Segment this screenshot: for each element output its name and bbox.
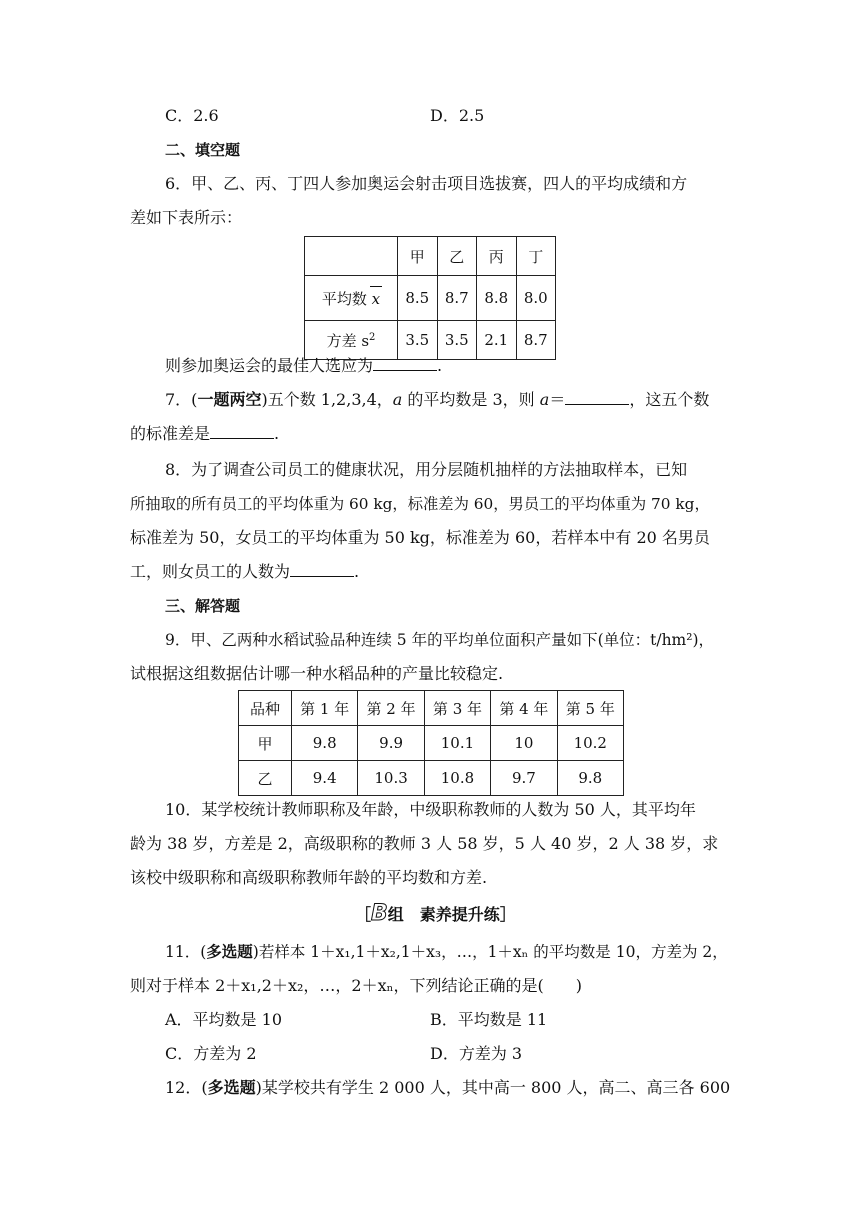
q10-line3: 该校中级职称和高级职称教师年龄的平均数和方差. — [130, 868, 488, 887]
period: . — [274, 424, 280, 443]
table-cell: 9.8 — [292, 726, 358, 761]
table-cell: 10.8 — [424, 761, 490, 796]
q9-line2: 试根据这组数据估计哪一种水稻品种的产量比较稳定. — [130, 664, 504, 683]
table-cell: 9.4 — [292, 761, 358, 796]
table-cell — [305, 237, 398, 276]
bracket-close: ］ — [499, 905, 516, 924]
table-cell: 第 4 年 — [491, 691, 557, 726]
table-cell: 8.7 — [516, 321, 556, 360]
table-cell: 丁 — [516, 237, 556, 276]
table-cell: 9.9 — [358, 726, 424, 761]
q12-text: )某学校共有学生 2 000 人，其中高一 800 人，高二、高三各 600 — [255, 1078, 731, 1097]
q11-line1 — [165, 942, 728, 962]
table-row — [305, 237, 556, 276]
table-cell: 8.8 — [477, 276, 517, 321]
option-d: D．2.5 — [430, 106, 485, 125]
q11-number: 11．( — [165, 943, 207, 961]
option-c: C．2.6 — [165, 106, 219, 125]
table-cell: 10.1 — [424, 726, 490, 761]
answer-blank — [210, 424, 274, 439]
q10-line1: 10．某学校统计教师职称及年龄，中级职称教师的人数为 50 人，其平均年 — [165, 800, 696, 819]
section-fill-blank-heading: 二、填空题 — [165, 141, 241, 159]
var-a: a — [539, 390, 550, 409]
q6-table — [304, 236, 556, 360]
q9-table — [238, 690, 624, 796]
q11-tag: 多选题 — [206, 943, 253, 961]
answer-blank — [373, 356, 437, 371]
table-cell: 丙 — [477, 237, 517, 276]
q6-line2: 差如下表所示： — [130, 208, 243, 227]
table-cell: 第 1 年 — [292, 691, 358, 726]
table-cell: 8.0 — [516, 276, 556, 321]
table-cell: 甲 — [239, 726, 292, 761]
table-cell: 10.3 — [358, 761, 424, 796]
q11-line2: 则对于样本 2＋x₁,2＋x₂，…，2＋xₙ，下列结论正确的是( ) — [130, 976, 583, 995]
q12-line1 — [165, 1078, 730, 1098]
q6-answer-line — [165, 356, 442, 376]
answer-blank — [565, 390, 629, 405]
q6-after-text: 则参加奥运会的最佳人选应为 — [165, 356, 374, 375]
table-cell: 乙 — [239, 761, 292, 796]
table-cell: 第 2 年 — [358, 691, 424, 726]
section-answer-heading: 三、解答题 — [165, 597, 241, 615]
mean-symbol: x — [371, 289, 381, 308]
table-cell: 3.5 — [398, 321, 438, 360]
answer-blank — [290, 562, 354, 577]
row-label: 方差 s — [326, 331, 370, 350]
table-cell: 8.7 — [437, 276, 477, 321]
q8-line1: 8．为了调查公司员工的健康状况，用分层随机抽样的方法抽取样本，已知 — [165, 460, 688, 479]
table-row — [239, 761, 624, 796]
table-row — [239, 691, 624, 726]
q7-text: )五个数 1,2,3,4， — [261, 390, 393, 409]
table-row — [305, 321, 556, 360]
table-row — [305, 276, 556, 321]
table-cell: 8.5 — [398, 276, 438, 321]
q11-text: )若样本 1＋x₁,1＋x₂,1＋x₃，…，1＋xₙ 的平均数是 10，方差为 2， — [252, 943, 728, 961]
q8-text: 工，则女员工的人数为 — [130, 562, 291, 581]
table-cell: 甲 — [398, 237, 438, 276]
table-cell: 3.5 — [437, 321, 477, 360]
period: . — [437, 356, 443, 375]
table-cell: 2.1 — [477, 321, 517, 360]
var-a: a — [392, 390, 403, 409]
table-cell — [305, 321, 398, 360]
q6-line1: 6．甲、乙、丙、丁四人参加奥运会射击项目选拔赛，四人的平均成绩和方 — [165, 174, 688, 193]
bracket-open: ［ — [355, 905, 372, 924]
q7-text: 的标准差是 — [130, 424, 211, 443]
q7-tag: 一题两空 — [197, 390, 262, 409]
q11-option-b: B．平均数是 11 — [430, 1010, 548, 1029]
q8-line2: 所抽取的所有员工的平均体重为 60 kg，标准差为 60，男员工的平均体重为 70 kg， — [130, 495, 710, 513]
table-cell — [305, 276, 398, 321]
q7-number: 7．( — [165, 390, 198, 409]
table-cell: 第 3 年 — [424, 691, 490, 726]
q11-option-d: D．方差为 3 — [430, 1044, 523, 1063]
q8-line4 — [130, 562, 359, 582]
q9-line1: 9．甲、乙两种水稻试验品种连续 5 年的平均单位面积产量如下(单位：t/hm²)， — [165, 631, 715, 649]
q7-text: 的平均数是 3，则 — [402, 390, 540, 409]
group-letter-b: B — [371, 901, 388, 926]
table-row — [239, 726, 624, 761]
q11-option-a: A．平均数是 10 — [165, 1010, 283, 1029]
group-b-title — [355, 903, 516, 926]
period: . — [354, 562, 360, 581]
q8-line3: 标准差为 50，女员工的平均体重为 50 kg，标准差为 60，若样本中有 20 名男员 — [130, 528, 710, 547]
q7-line1 — [165, 390, 709, 410]
q7-text: ，这五个数 — [629, 390, 710, 409]
table-cell: 乙 — [437, 237, 477, 276]
q7-line2 — [130, 424, 279, 444]
q11-option-c: C．方差为 2 — [165, 1044, 257, 1063]
table-cell: 9.8 — [557, 761, 623, 796]
q12-number: 12．( — [165, 1078, 208, 1097]
group-b-text: 组 素养提升练 — [387, 905, 500, 924]
table-cell: 10.2 — [557, 726, 623, 761]
q7-text: ＝ — [549, 390, 566, 409]
table-cell: 9.7 — [491, 761, 557, 796]
row-label: 平均数 — [321, 289, 367, 308]
q10-line2: 龄为 38 岁，方差是 2，高级职称的教师 3 人 58 岁，5 人 40 岁，2 人 38 岁，求 — [130, 834, 719, 853]
table-cell: 第 5 年 — [557, 691, 623, 726]
table-cell: 品种 — [239, 691, 292, 726]
superscript: 2 — [369, 331, 376, 343]
q12-tag: 多选题 — [207, 1078, 256, 1097]
table-cell: 10 — [491, 726, 557, 761]
